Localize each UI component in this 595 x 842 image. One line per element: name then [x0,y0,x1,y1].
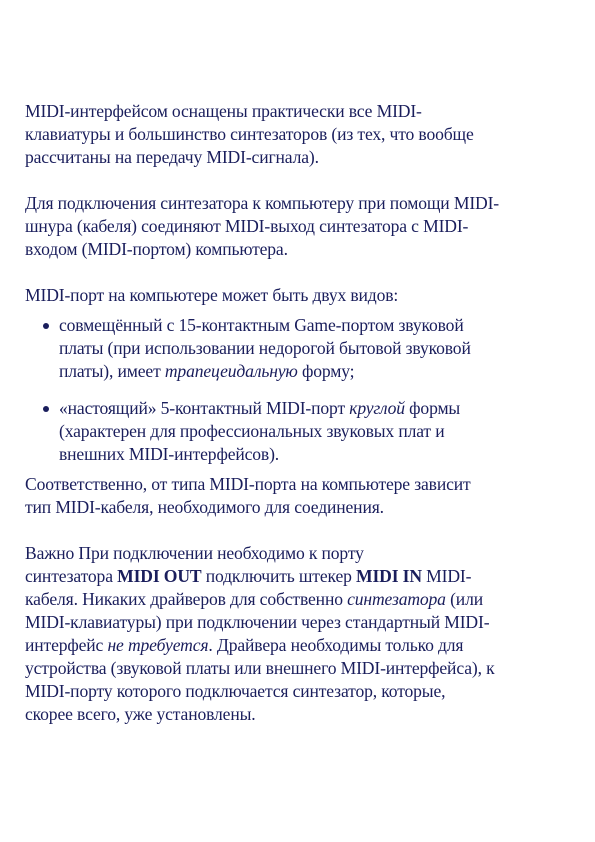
text-line: Соответственно, от типа MIDI-порта на компьютере зависит [25,474,471,494]
text-line: Важно При подключении необходимо к порту [25,543,364,563]
text-line: MIDI-клавиатуры) при подключении через стандартный MIDI- [25,612,490,632]
text-line: клавиатуры и большинство синтезаторов (из тех, что вообще [25,124,474,144]
text-run: . Драйвера необходимы только для [208,635,464,655]
text-line: шнура (кабеля) соединяют MIDI-выход синтезатора с MIDI- [25,216,469,236]
bullet-item-round-port [25,397,585,466]
text-line: (характерен для профессиональных звуковых плат и [59,421,445,441]
text-line [59,360,585,383]
text-line: Для подключения синтезатора к компьютеру при помощи MIDI- [25,193,499,213]
paragraph-midi-interface [25,100,585,169]
text-run: платы), имеет [59,361,165,381]
text-run: форму; [297,361,355,381]
bold-text: MIDI OUT [117,566,202,586]
emphasis-text: круглой [349,398,405,418]
text-line [25,634,585,657]
text-run: интерфейс [25,635,108,655]
text-line: тип MIDI-кабеля, необходимого для соединения. [25,497,384,517]
text-line: MIDI-интерфейсом оснащены практически все MIDI- [25,101,422,121]
text-run: синтезатора [25,566,118,586]
text-run: MIDI- [421,566,472,586]
text-line [59,397,585,420]
text-line: скорее всего, уже установлены. [25,704,256,724]
emphasis-text: синтезатора [347,589,446,609]
text-run: формы [404,398,461,418]
paragraph-port-types [25,284,585,307]
bullet-icon [43,323,49,329]
document-page [25,100,585,726]
text-line: платы (при использовании недорогой бытовой звуковой [59,338,471,358]
bullet-item-game-port [25,314,585,383]
text-run: кабеля. Никаких драйверов для собственно [25,589,348,609]
text-line: совмещённый с 15-контактным Game-портом звуковой [59,315,464,335]
text-line: MIDI-порт на компьютере может быть двух видов: [25,285,399,305]
paragraph-connection [25,192,585,261]
emphasis-text: не требуется [107,635,209,655]
paragraph-important [25,542,585,726]
text-line [25,588,585,611]
text-run: подключить штекер [201,566,357,586]
bullet-icon [43,406,49,412]
text-line: MIDI-порту которого подключается синтезатор, которые, [25,681,446,701]
text-line [25,565,585,588]
text-run: (или [445,589,483,609]
text-line: внешних MIDI-интерфейсов). [59,444,280,464]
paragraph-cable-type [25,473,585,519]
bold-text: MIDI IN [356,566,422,586]
text-line: рассчитаны на передачу MIDI-сигнала). [25,147,319,167]
text-line: устройства (звуковой платы или внешнего MIDI-интерфейса), к [25,658,495,678]
text-line: входом (MIDI-портом) компьютера. [25,239,288,259]
emphasis-text: трапецеидальную [164,361,298,381]
text-run: «настоящий» 5-контактный MIDI-порт [59,398,350,418]
